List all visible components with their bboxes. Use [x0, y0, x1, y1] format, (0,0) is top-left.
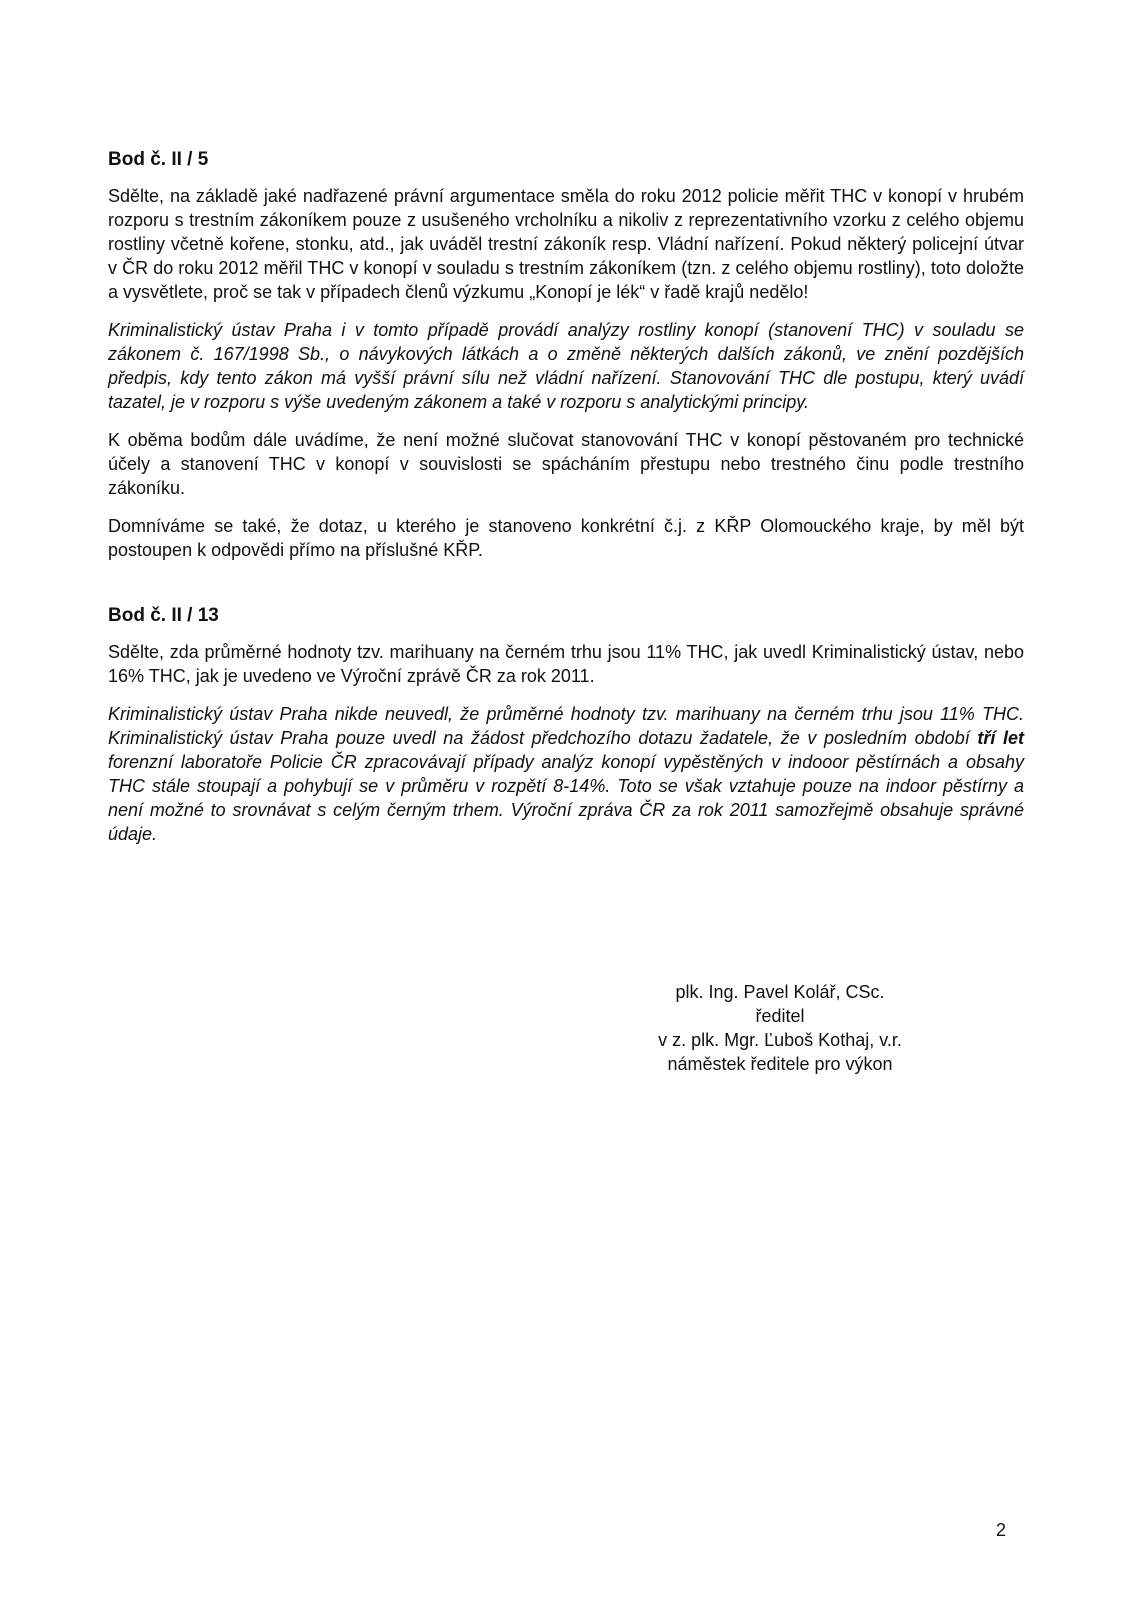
- deputy-name: v z. plk. Mgr. Ľuboš Kothaj, v.r.: [658, 1030, 902, 1050]
- section-heading: Bod č. II / 5: [108, 149, 209, 170]
- question-paragraph: Sdělte, na základě jaké nadřazené právní argumentace směla do roku 2012 policie měřit THC v konopí v hrubém rozporu s trestním zákoníkem pouze z usušeného vrcholníku a nikoliv z reprezentativního vzorku z celého objemu rostliny včetně kořene, stonku, atd., jak uváděl trestní zákoník resp. Vládní nařízení. Pokud některý policejní útvar v ČR do roku 2012 měřil THC v konopí v souladu s trestním zákoníkem (tzn. z celého objemu rostliny), toto doložte a vysvětlete, proč se tak v případech členů výzkumu „Konopí je lék“ v řadě krajů nedělo!: [108, 186, 1024, 302]
- answer-text: forenzní laboratoře Policie ČR zpracovávají případy analýz konopí vypěstěných v indooor pěstírnách a obsahy THC stále stoupají a pohybují se v průměru v rozpětí 8-14%. Toto se však vztahuje pouze na indoor pěstírny a není možné to srovnávat s celým černým trhem. Výroční zpráva ČR za rok 2011 samozřejmě obsahuje správné údaje.: [108, 752, 1024, 844]
- answer-paragraph: Kriminalistický ústav Praha i v tomto případě provádí analýzy rostliny konopí (stanovení THC) v souladu se zákonem č. 167/1998 Sb., o návykových látkách a o změně některých dalších zákonů, ve znění pozdějších předpis, kdy tento zákon má vyšší právní sílu než vládní nařízení. Stanovování THC dle postupu, který uvádí tazatel, je v rozporu s výše uvedeným zákonem a také v rozporu s analytickými principy.: [108, 320, 1024, 412]
- section-heading: Bod č. II / 13: [108, 605, 219, 626]
- section-ii-13: [108, 604, 1024, 846]
- page-number: 2: [996, 1520, 1007, 1540]
- signatory-name: plk. Ing. Pavel Kolář, CSc.: [675, 982, 885, 1002]
- signatory-title: ředitel: [755, 1006, 805, 1026]
- section-spacer: [108, 576, 1024, 604]
- answer-paragraph: [108, 702, 1024, 846]
- question-paragraph: Sdělte, zda průměrné hodnoty tzv. marihuany na černém trhu jsou 11% THC, jak uvedl Kriminalistický ústav, nebo 16% THC, jak je uvedeno ve Výroční zprávě ČR za rok 2011.: [108, 642, 1024, 686]
- deputy-title: náměstek ředitele pro výkon: [667, 1054, 893, 1074]
- document-body: [108, 148, 1024, 860]
- section-ii-5: [108, 148, 1024, 562]
- note-paragraph: K oběma bodům dále uvádíme, že není možné slučovat stanovování THC v konopí pěstovaném pro technické účely a stanovení THC v konopí v souvislosti se spácháním přestupu nebo trestného činu podle trestního zákoníku.: [108, 430, 1024, 498]
- answer-text: Kriminalistický ústav Praha nikde neuvedl, že průměrné hodnoty tzv. marihuany na černém trhu jsou 11% THC. Kriminalistický ústav Praha pouze uvedl na žádost předchozího dotazu žadatele, že v posledním období: [108, 704, 1024, 748]
- signature-block: [620, 980, 940, 1076]
- note-paragraph: Domníváme se také, že dotaz, u kterého je stanoveno konkrétní č.j. z KŘP Olomouckého kraje, by měl být postoupen k odpovědi přímo na příslušné KŘP.: [108, 516, 1024, 560]
- answer-emphasis: tří let: [977, 728, 1024, 748]
